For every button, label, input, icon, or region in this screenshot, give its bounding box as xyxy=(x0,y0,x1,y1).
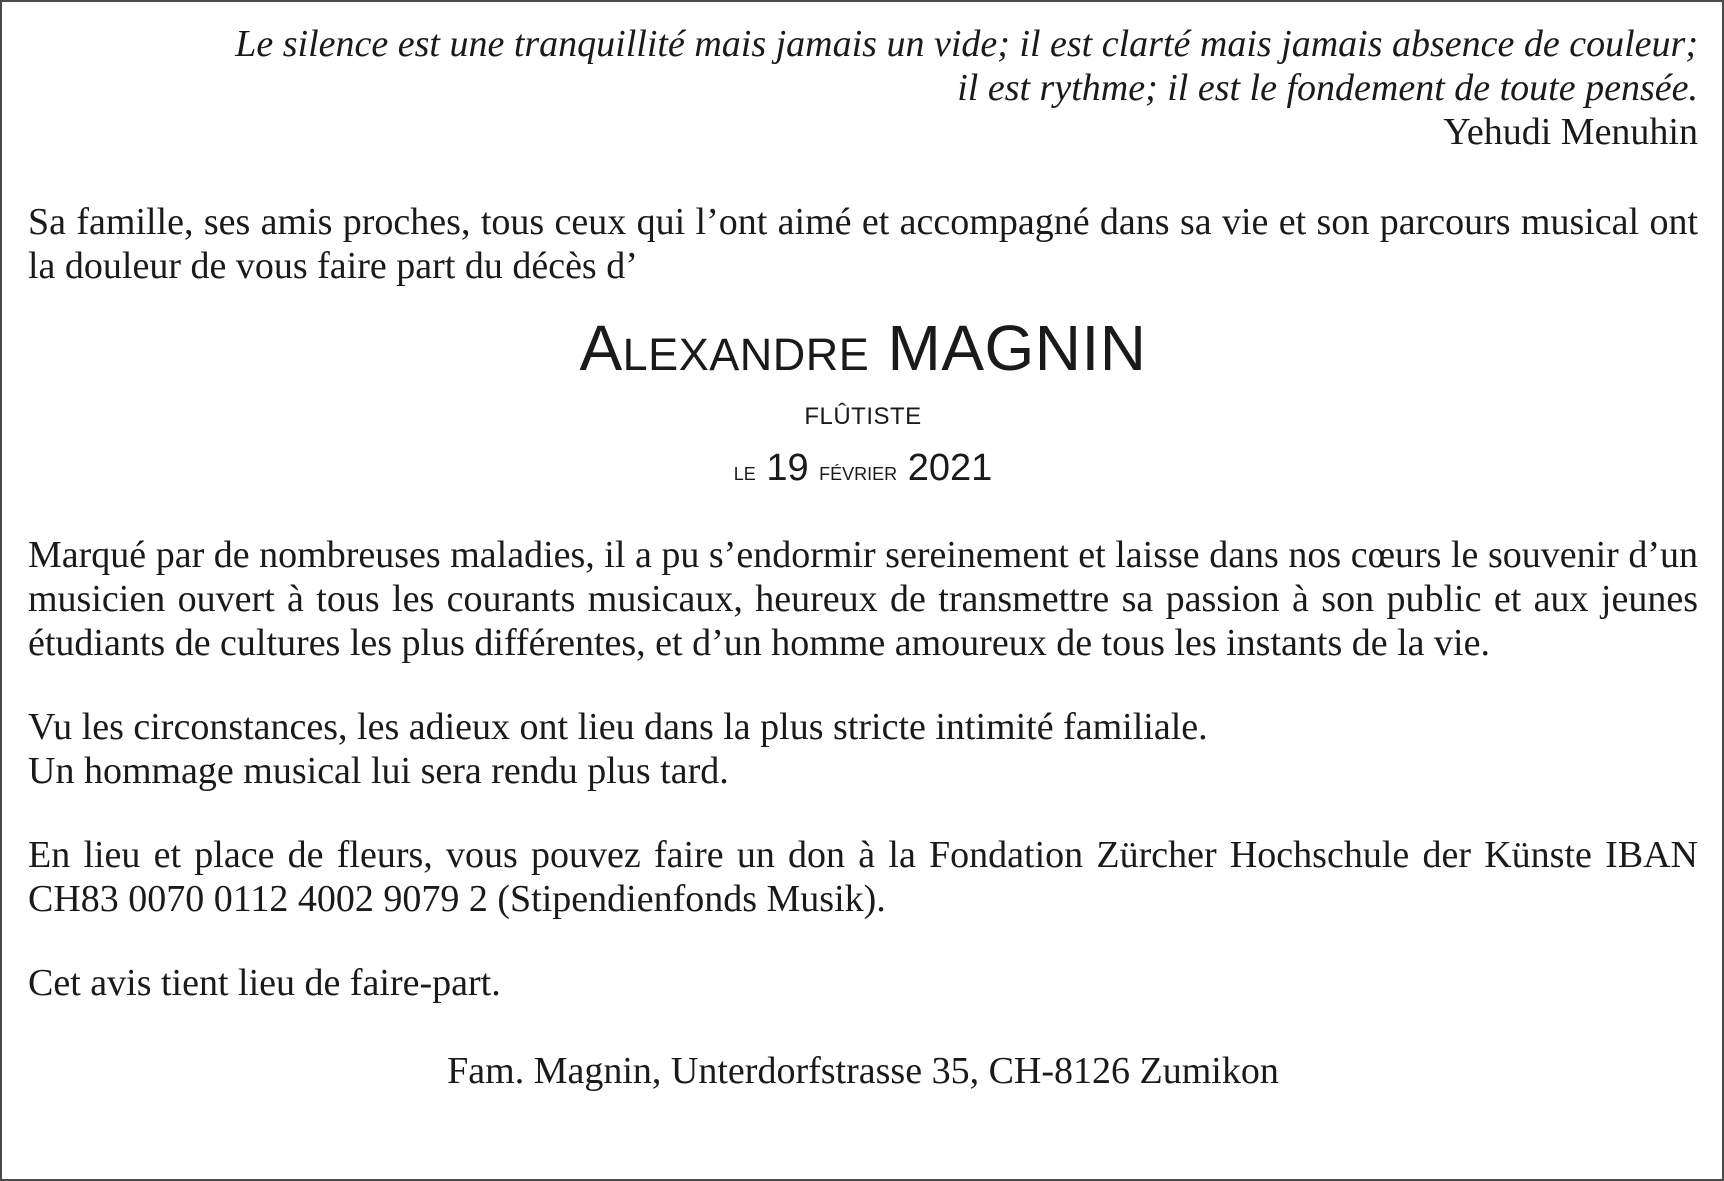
family-address: Fam. Magnin, Unterdorfstrasse 35, CH-8126 Zumikon xyxy=(447,1050,1279,1092)
epigraph xyxy=(28,22,1698,160)
arrangements-line-2: Un hommage musical lui sera rendu plus tard. xyxy=(28,750,729,792)
deceased-name xyxy=(28,308,1698,388)
death-date-year: 2021 xyxy=(907,447,993,489)
donation-paragraph: En lieu et place de fleurs, vous pouvez faire un don à la Fondation Zürcher Hochschule der Künste IBAN CH83 0070 0112 4002 9079 2 (Stipendienfonds Musik). xyxy=(28,834,1698,920)
tribute-paragraph: Marqué par de nombreuses maladies, il a pu s’endormir sereinement et laisse dans nos cœurs le souvenir d’un musicien ouvert à tous les courants musicaux, heureux de transmettre sa passion à son public et aux jeunes étudiants de cultures les plus différentes, et d’un homme amoureux de tous les instants de la vie. xyxy=(28,534,1698,664)
epigraph-quote-line-2: il est rythme; il est le fondement de toute pensée. xyxy=(957,67,1698,109)
death-date xyxy=(28,446,1698,493)
death-date-prefix: le xyxy=(733,456,756,486)
intro-paragraph: Sa famille, ses amis proches, tous ceux qui l’ont aimé et accompagné dans sa vie et son parcours musical ont la douleur de vous faire part du décès d’ xyxy=(28,201,1698,287)
closing-note: Cet avis tient lieu de faire-part. xyxy=(28,962,501,1004)
arrangements-line-1: Vu les circonstances, les adieux ont lieu dans la plus stricte intimité familiale. xyxy=(28,706,1208,748)
epigraph-author: Yehudi Menuhin xyxy=(1443,111,1698,153)
deceased-block xyxy=(28,308,1698,493)
deceased-given-name: Alexandre xyxy=(579,312,870,384)
deceased-profession: FLÛTISTE xyxy=(804,403,922,430)
death-date-day: 19 xyxy=(766,447,809,489)
deceased-family-name: MAGNIN xyxy=(887,312,1147,384)
death-date-month: février xyxy=(819,456,898,486)
epigraph-quote-line-1: Le silence est une tranquillité mais jamais un vide; il est clarté mais jamais absence de couleur; xyxy=(235,23,1698,65)
arrangements xyxy=(28,705,1698,793)
